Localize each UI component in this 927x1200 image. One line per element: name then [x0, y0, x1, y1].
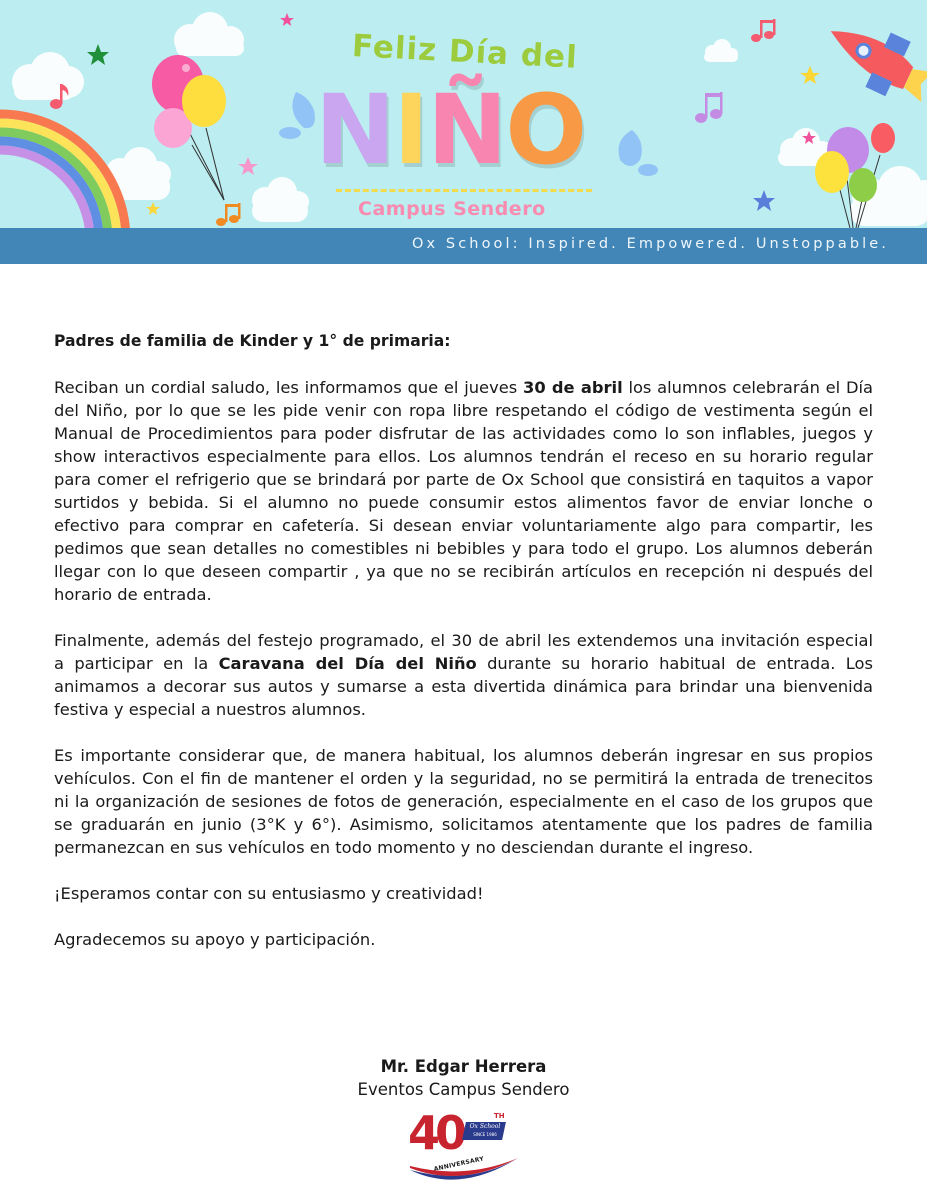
banner-dashed-divider [336, 189, 592, 192]
logo-suffix: TH [494, 1112, 505, 1120]
letter-greeting: Padres de familia de Kinder y 1° de primaria: [54, 332, 451, 350]
highlight-date: 30 de abril [522, 378, 623, 397]
text: los alumnos celebrarán el Día del Niño, por lo que se les pide venir con ropa libre respetando el código de vestimenta según el Manual de Procedimientos para poder disfrutar de las actividades como lo son inflables, juegos y show interactivos especialmente para ellos. Los alumnos tendrán el receso en su horario regular para comer el refrigerio que se brindará por parte de Ox School que consistirá en taquitos a vapor surtidos y bebida. Si el alumno no puede consumir estos alimentos favor de enviar lonche o efectivo para comprar en cafetería. Si desean enviar voluntariamente algo para compartir, les pedimos que sean detalles no comestibles ni bebibles y para todo el grupo. Los alumnos deberán llegar con lo que deseen compartir , ya que no se recibirán artículos en recepción ni después del horario de entrada. [54, 378, 873, 604]
signature-role: Eventos Campus Sendero [357, 1080, 570, 1099]
cloud-icon [252, 177, 309, 222]
music-note-icon [695, 92, 723, 123]
paragraph-announcement [54, 376, 873, 606]
logo-word: ANNIVERSARY [433, 1155, 485, 1173]
star-icon [800, 66, 820, 84]
signature-block [0, 1056, 927, 1101]
paragraph-closing: ¡Esperamos contar con su entusiasmo y creatividad! [54, 884, 484, 903]
drop-icon [619, 130, 642, 166]
rainbow-icon [0, 114, 126, 228]
paragraph-caravana [54, 629, 873, 721]
paragraph-thanks: Agradecemos su apoyo y participación. [54, 930, 376, 949]
drop-icon [279, 127, 301, 139]
title-letter: I [393, 74, 428, 186]
anniversary-logo [404, 1108, 524, 1190]
cloud-icon [12, 52, 84, 100]
tagline: Ox School: Inspired. Empowered. Unstoppable. [412, 236, 889, 252]
paragraph-rules: Es importante considerar que, de manera habitual, los alumnos deberán ingresar en sus propios vehículos. Con el fin de mantener el orden y la seguridad, no se permitirá la entrada de trenecitos ni la organización de sesiones de fotos de generación, especialmente en el caso de los grupos que se graduarán en junio (3°K y 6°). Asimismo, solicitamos atentamente que los padres de familia permanezcan en sus vehículos en todo momento y no desciendan durante el ingreso. [54, 746, 873, 857]
rocket-icon [816, 9, 927, 111]
cloud-icon [174, 12, 244, 56]
text: durante su horario habitual de entrada. Los animamos a decorar sus autos y sumarse a esta divertida dinámica para brindar una bienvenida festiva y especial a nuestros alumnos. [54, 654, 873, 719]
music-note-icon [216, 203, 241, 226]
highlight-caravana: Caravana del Día del Niño [218, 654, 477, 673]
title-letter: N [315, 74, 394, 186]
title-letter: Ñ [427, 74, 506, 186]
text: Reciban un cordial saludo, les informamos que el jueves [54, 378, 523, 397]
header-banner [0, 0, 927, 264]
banner-title-nino [315, 74, 586, 186]
logo-number: 40 [408, 1106, 463, 1160]
cloud-icon [704, 39, 738, 62]
star-icon [146, 202, 160, 215]
title-letter: O [505, 74, 586, 186]
logo-ribbon-text: Ox School [469, 1123, 501, 1130]
star-icon [280, 13, 294, 26]
drop-icon [292, 92, 314, 128]
letter-body [54, 330, 873, 974]
star-icon [238, 157, 258, 175]
drop-icon [638, 164, 658, 176]
signature-name: Mr. Edgar Herrera [380, 1057, 547, 1076]
music-note-icon [751, 19, 776, 42]
text: Finalmente, además del festejo programado, el 30 de abril les extendemos una invitación especial a participar en la [54, 631, 873, 673]
banner-title-feliz: Feliz Día del [351, 28, 579, 76]
logo-since: SINCE 1986 [473, 1132, 497, 1137]
star-icon [753, 190, 775, 211]
banner-subtitle: Campus Sendero [358, 198, 546, 220]
star-icon [87, 44, 109, 65]
